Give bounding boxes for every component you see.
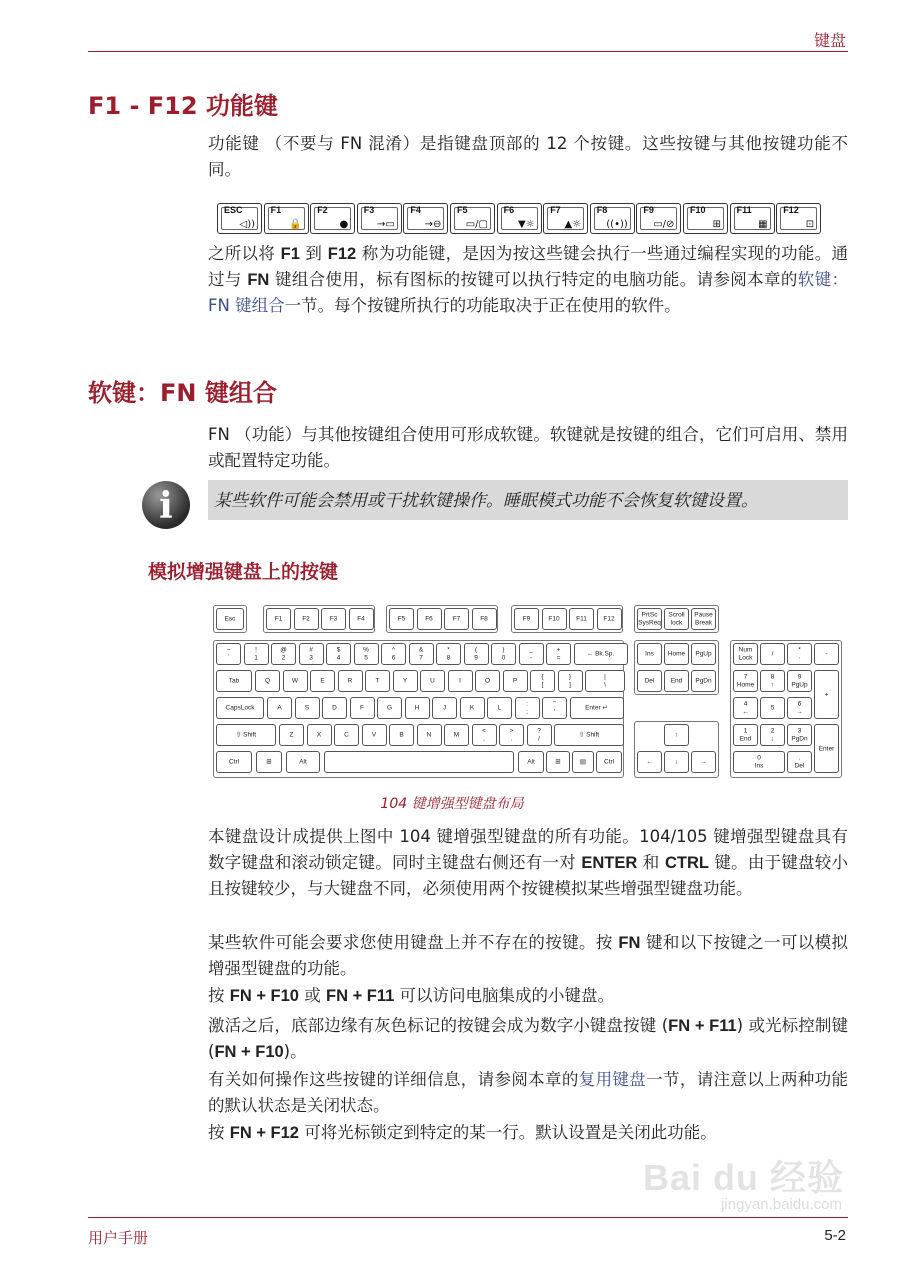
paragraph-keypad-access: 按 FN + F10 或 FN + F11 可以访问电脑集成的小键盘。 xyxy=(208,986,615,1005)
key-row1-2 xyxy=(271,643,296,665)
key-row4-5 xyxy=(417,724,442,746)
page-number: 5-2 xyxy=(824,1227,846,1244)
key-label: J xyxy=(442,704,447,712)
key-f10 xyxy=(542,608,567,630)
key-label: G xyxy=(386,704,393,712)
key-label: Y xyxy=(402,677,408,685)
fkey-label: F12 xyxy=(783,205,799,215)
key-label: Alt xyxy=(527,758,535,766)
key-sys-0 xyxy=(637,608,662,630)
key-label: 3 PgDn xyxy=(791,727,808,742)
key-row3-5 xyxy=(405,697,430,719)
key-label: Ins xyxy=(645,650,654,658)
key-label: Del xyxy=(644,677,655,685)
key-capslock xyxy=(216,697,264,719)
key-label: F9 xyxy=(522,615,531,623)
key-arrow-up xyxy=(664,724,689,746)
fkey-f12 xyxy=(776,203,821,234)
key-label: ? / xyxy=(537,727,541,742)
key-row1-1 xyxy=(244,643,269,665)
key-f9 xyxy=(514,608,539,630)
note-text: 某些软件可能会禁用或干扰软键操作。睡眠模式功能不会恢复软键设置。 xyxy=(214,491,758,511)
key-num-enter xyxy=(814,724,839,773)
key-label: B xyxy=(399,731,404,739)
key-sys-2 xyxy=(691,608,716,630)
key-label: F11 xyxy=(576,615,587,623)
key-label: Alt xyxy=(299,758,307,766)
key-row4-1 xyxy=(307,724,332,746)
display-icon: ▭/▢ xyxy=(465,219,488,230)
fkey-f10 xyxy=(683,203,728,234)
key-label: Pause Break xyxy=(694,611,713,626)
key-row4-2 xyxy=(334,724,359,746)
key-f12 xyxy=(597,608,622,630)
key-label: $ 4 xyxy=(336,646,341,661)
fkey-label: F8 xyxy=(596,205,608,215)
key-backspace xyxy=(574,643,628,665)
fkey-label: F10 xyxy=(690,205,706,215)
footer-manual-title: 用户手册 xyxy=(88,1229,149,1247)
key-label: 0 Ins xyxy=(754,754,764,769)
link-overlay-keyboard[interactable]: 复用键盘 xyxy=(578,1070,647,1089)
key-num1-0 xyxy=(733,643,758,665)
fkey-f2 xyxy=(310,203,355,234)
key-f5 xyxy=(389,608,414,630)
key-nav2-2 xyxy=(691,670,716,692)
wireless-icon: ((•)) xyxy=(606,219,628,230)
key-row2-7 xyxy=(448,670,473,692)
key-num-1 xyxy=(733,724,758,746)
key-row2-11 xyxy=(558,670,583,692)
fkey-label: F9 xyxy=(643,205,654,215)
paragraph-function-keys-intro: 功能键 （不要与 FN 混淆）是指键盘顶部的 12 个按键。这些按键与其他按键功能不同。 xyxy=(208,134,848,179)
key-label: Tab xyxy=(228,677,240,685)
key-f11 xyxy=(569,608,594,630)
key-label: { [ xyxy=(541,673,544,688)
key-row3-10 xyxy=(542,697,567,719)
key-label: V xyxy=(371,731,377,739)
key-right-shift xyxy=(554,724,624,746)
key-row3-8 xyxy=(487,697,512,719)
subheading-emulating-keys: 模拟增强键盘上的按键 xyxy=(148,561,339,583)
key-row1-9 xyxy=(464,643,489,665)
key-row4-8 xyxy=(499,724,524,746)
key-row1-11 xyxy=(519,643,544,665)
key-f7 xyxy=(444,608,469,630)
key-label: & 7 xyxy=(418,646,424,661)
key-label: F2 xyxy=(302,615,310,623)
key-num1-1 xyxy=(760,643,785,665)
key-label: S xyxy=(304,704,310,712)
key-num-dot xyxy=(787,751,812,773)
key-row3-4 xyxy=(377,697,402,719)
key-label: ▤ xyxy=(579,758,587,766)
power-icon: ● xyxy=(339,219,349,230)
touchpad-icon: ▭/⊘ xyxy=(653,219,675,230)
key-label: _ - xyxy=(529,646,533,661)
key-f1 xyxy=(266,608,291,630)
link-soft-keys[interactable]: 软键：FN 键组合 xyxy=(208,270,848,315)
key-label: 4 ← xyxy=(742,700,749,715)
key-row2-3 xyxy=(338,670,363,692)
fkey-label: F2 xyxy=(317,205,328,215)
key-label: ↑ xyxy=(674,731,679,739)
key-label: * 8 xyxy=(446,646,451,661)
key-label: ^ 6 xyxy=(391,646,396,661)
key-arrow-left xyxy=(637,751,662,773)
key-nav1-0 xyxy=(637,643,662,665)
fkey-label: F11 xyxy=(736,205,752,215)
key-label: F10 xyxy=(548,615,560,623)
key-num-3 xyxy=(787,724,812,746)
brightness-down-icon: ▼☼ xyxy=(517,219,535,230)
key-label: 1 End xyxy=(739,727,752,742)
key-row2-10 xyxy=(530,670,555,692)
key-label: O xyxy=(484,677,491,685)
key-label: + = xyxy=(556,646,561,661)
key-label: ( 9 xyxy=(474,646,478,661)
key-label: } ] xyxy=(568,673,572,688)
key-f4 xyxy=(349,608,374,630)
key-row1-4 xyxy=(326,643,351,665)
key-label: A xyxy=(277,704,282,712)
key-row4-7 xyxy=(472,724,497,746)
key-label: P xyxy=(512,677,518,685)
key-row1-12 xyxy=(546,643,571,665)
key-label: Ctrl xyxy=(603,758,615,766)
key-label: U xyxy=(430,677,435,685)
key-num-2 xyxy=(760,724,785,746)
key-right-alt xyxy=(518,751,544,773)
key-label: Scroll lock xyxy=(668,611,685,626)
fkey-f11 xyxy=(730,203,775,234)
key-space xyxy=(324,751,514,773)
key-row3-6 xyxy=(432,697,457,719)
key-label: ⇧ Shift xyxy=(578,731,600,739)
key-row3-0 xyxy=(267,697,292,719)
key-label: Q xyxy=(264,677,271,685)
key-label: ) 0 xyxy=(501,646,506,661)
key-label: + xyxy=(824,690,829,698)
fkey-f4 xyxy=(403,203,448,234)
key-row1-8 xyxy=(436,643,461,665)
key-label: Enter ↵ xyxy=(585,704,608,712)
key-num-7 xyxy=(733,670,758,692)
key-f6 xyxy=(417,608,442,630)
key-label: . Del xyxy=(794,754,805,769)
paragraph-emulate: 某些软件可能会要求您使用键盘上并不存在的按键。按 FN 键和以下按键之一可以模拟增强型键盘的功能。 xyxy=(208,933,848,978)
key-left-win xyxy=(256,751,282,773)
key-menu xyxy=(572,751,594,773)
key-label: K xyxy=(469,704,475,712)
key-num1-2 xyxy=(787,643,812,665)
brightness-up-icon: ▲☼ xyxy=(564,219,582,230)
key-label: Z xyxy=(289,731,294,739)
key-label: 2 ↓ xyxy=(770,727,775,742)
baidu-watermark-url: jingyan.baidu.com xyxy=(721,1196,842,1213)
paragraph-more-info: 有关如何操作这些按键的详细信息，请参阅本章的复用键盘一节，请注意以上两种功能的默认状态是关闭状态。 xyxy=(208,1070,849,1115)
paragraph-scroll-lock: 按 FN + F12 可将光标锁定到特定的某一行。默认设置是关闭此功能。 xyxy=(208,1123,717,1142)
key-row2-2 xyxy=(310,670,335,692)
key-num-8 xyxy=(760,670,785,692)
fkey-f9 xyxy=(636,203,681,234)
key-row2-5 xyxy=(393,670,418,692)
key-row4-4 xyxy=(389,724,414,746)
key-row3-2 xyxy=(322,697,347,719)
key-label: F12 xyxy=(603,615,615,623)
key-row2-4 xyxy=(365,670,390,692)
key-label: Ctrl xyxy=(228,758,240,766)
key-label: L xyxy=(497,704,502,712)
key-label: F5 xyxy=(397,615,406,623)
key-row1-3 xyxy=(299,643,324,665)
key-row1-5 xyxy=(354,643,379,665)
fkey-label: ESC xyxy=(224,205,243,215)
key-row1-6 xyxy=(381,643,406,665)
key-row3-1 xyxy=(295,697,320,719)
key-label: PgDn xyxy=(695,677,712,685)
key-row2-8 xyxy=(475,670,500,692)
key-num-plus xyxy=(814,670,839,719)
key-label: End xyxy=(670,677,683,685)
key-row2-1 xyxy=(283,670,308,692)
paragraph-soft-keys: FN （功能）与其他按键组合使用可形成软键。软键就是按键的组合，它们可启用、禁用或配置特定功能。 xyxy=(208,425,848,470)
key-label: T xyxy=(375,677,380,685)
key-label: ⊞ xyxy=(555,758,561,766)
key-nav1-1 xyxy=(664,643,689,665)
key-num1-3 xyxy=(814,643,839,665)
key-label: Num Lock xyxy=(738,646,753,661)
fkey-label: F5 xyxy=(457,205,468,215)
key-row3-3 xyxy=(350,697,375,719)
lock-icon: 🔒 xyxy=(289,219,302,230)
key-label: F1 xyxy=(274,615,283,623)
key-row1-7 xyxy=(409,643,434,665)
key-label: → xyxy=(700,758,707,766)
key-right-win xyxy=(546,751,570,773)
key-label: 8 ↑ xyxy=(770,673,775,688)
key-label: / xyxy=(771,650,774,658)
key-esc xyxy=(216,608,244,630)
key-label: ↓ xyxy=(674,758,679,766)
hibernate-icon: →⊖ xyxy=(424,219,442,230)
key-label: | \ xyxy=(604,673,606,688)
key-left-ctrl xyxy=(216,751,252,773)
key-label: I xyxy=(459,677,461,685)
key-f8 xyxy=(472,608,497,630)
key-row1-0 xyxy=(216,643,241,665)
key-label: F8 xyxy=(480,615,488,623)
key-label: < , xyxy=(482,727,486,742)
key-label: D xyxy=(332,704,337,712)
key-label: % 5 xyxy=(363,646,369,661)
key-label: : ; xyxy=(526,700,528,715)
key-left-shift xyxy=(216,724,276,746)
key-label: > . xyxy=(509,727,514,742)
fkey-label: F6 xyxy=(503,205,515,215)
fkey-f3 xyxy=(357,203,402,234)
numeric-mode-icon: ▦ xyxy=(758,219,768,230)
baidu-watermark-logo: Bai du 经验 xyxy=(642,1157,844,1198)
key-nav2-0 xyxy=(637,670,662,692)
key-num-0 xyxy=(733,751,785,773)
key-f3 xyxy=(321,608,346,630)
key-label: F4 xyxy=(357,615,365,623)
paragraph-overlay-keys: 激活之后，底部边缘有灰色标记的按键会成为数字小键盘按键 (FN + F11) 或光标控制键 (FN + F10)。 xyxy=(208,1016,848,1061)
fkey-label: F1 xyxy=(270,205,282,215)
key-nav2-1 xyxy=(664,670,689,692)
key-enter xyxy=(570,697,624,719)
key-backslash xyxy=(585,670,625,692)
key-label: E xyxy=(320,677,325,685)
key-label: 7 Home xyxy=(736,673,755,688)
key-label: 6 → xyxy=(796,700,803,715)
key-num3-2 xyxy=(787,697,812,719)
key-label: # 3 xyxy=(309,646,313,661)
key-label: ⊞ xyxy=(266,758,272,766)
key-row2-9 xyxy=(503,670,528,692)
section-heading-function-keys: F1 - F12 功能键 xyxy=(88,92,278,120)
key-label: ← Bk.Sp. xyxy=(586,650,615,658)
key-label: 5 xyxy=(770,704,775,712)
fkey-label: F3 xyxy=(363,205,375,215)
paragraph-function-keys-detail: 之所以将 F1 到 F12 称为功能键，是因为按这些键会执行一些通过编程实现的功能。通过与 FN 键组合使用，标有图标的按键可以执行特定的电脑功能。请参阅本章的软键：FN 键组合一节。每个按键所执行的功能取决于正在使用的软件。 xyxy=(208,244,848,315)
fkey-f6 xyxy=(497,203,542,234)
fkey-f8 xyxy=(590,203,635,234)
key-row4-0 xyxy=(279,724,304,746)
key-label: C xyxy=(344,731,349,739)
key-label: F7 xyxy=(452,615,461,623)
arrow-mode-icon: ⊞ xyxy=(712,219,721,230)
key-row4-9 xyxy=(527,724,552,746)
key-label: ⇧ Shift xyxy=(235,731,257,739)
key-label: X xyxy=(316,731,322,739)
fkey-f1 xyxy=(264,203,309,234)
key-label: PrtSc SysReq xyxy=(638,611,661,626)
key-row1-10 xyxy=(491,643,516,665)
key-label: ! 1 xyxy=(254,646,258,661)
key-label: H xyxy=(414,704,420,712)
key-row4-6 xyxy=(444,724,469,746)
fkey-f5 xyxy=(450,203,495,234)
footer-rule xyxy=(88,1217,848,1218)
info-icon: i xyxy=(142,481,190,529)
key-row3-7 xyxy=(460,697,485,719)
fkey-f7 xyxy=(543,203,588,234)
key-row2-0 xyxy=(255,670,280,692)
key-label: Home xyxy=(667,650,686,658)
key-label: N xyxy=(426,731,432,739)
key-label: F6 xyxy=(425,615,433,623)
key-num-9 xyxy=(787,670,812,692)
key-f2 xyxy=(294,608,319,630)
key-label: " ' xyxy=(553,700,556,715)
key-row3-9 xyxy=(515,697,540,719)
key-label: ← xyxy=(646,758,653,766)
key-label: @ 2 xyxy=(280,646,287,661)
key-arrow-right xyxy=(691,751,716,773)
key-arrow-down xyxy=(664,751,689,773)
key-label: 9 PgUp xyxy=(791,673,808,688)
sleep-icon: →▭ xyxy=(376,219,395,230)
speaker-icon: ◁)) xyxy=(239,219,255,230)
key-label: Esc xyxy=(224,615,236,623)
key-label: ~ ` xyxy=(226,646,231,661)
key-nav1-2 xyxy=(691,643,716,665)
key-label: W xyxy=(291,677,299,685)
key-label: Enter xyxy=(818,744,835,752)
scroll-lock-icon: ⊡ xyxy=(805,219,815,230)
paragraph-keyboard-design: 本键盘设计成提供上图中 104 键增强型键盘的所有功能。104/105 键增强型键盘具有数字键盘和滚动锁定键。同时主键盘右侧还有一对 ENTER 和 CTRL 键。由于键盘较小且按键较少，与大键盘不同，必须使用两个按键模拟某些增强型键盘功能。 xyxy=(208,827,848,898)
key-label: M xyxy=(453,731,460,739)
key-sys-1 xyxy=(664,608,689,630)
fkey-label: F7 xyxy=(550,205,561,215)
key-left-alt xyxy=(286,751,320,773)
key-num3-0 xyxy=(733,697,758,719)
key-label: F xyxy=(360,704,364,712)
key-num3-1 xyxy=(760,697,785,719)
key-label: CapsLock xyxy=(225,704,255,712)
key-label: R xyxy=(347,677,353,685)
running-header: 键盘 xyxy=(813,31,846,50)
key-label: PgUp xyxy=(695,650,712,658)
key-label: * · xyxy=(798,646,801,661)
key-row2-6 xyxy=(420,670,445,692)
fkey-esc xyxy=(217,203,262,234)
key-row4-3 xyxy=(362,724,387,746)
figure-caption: 104 键增强型键盘布局 xyxy=(380,796,524,812)
key-tab xyxy=(216,670,252,692)
header-rule xyxy=(88,51,848,52)
key-label: F3 xyxy=(329,615,338,623)
key-right-ctrl xyxy=(596,751,622,773)
fkey-label: F4 xyxy=(410,205,421,215)
key-label: - xyxy=(825,650,828,658)
section-heading-soft-keys: 软键：FN 键组合 xyxy=(88,379,277,407)
